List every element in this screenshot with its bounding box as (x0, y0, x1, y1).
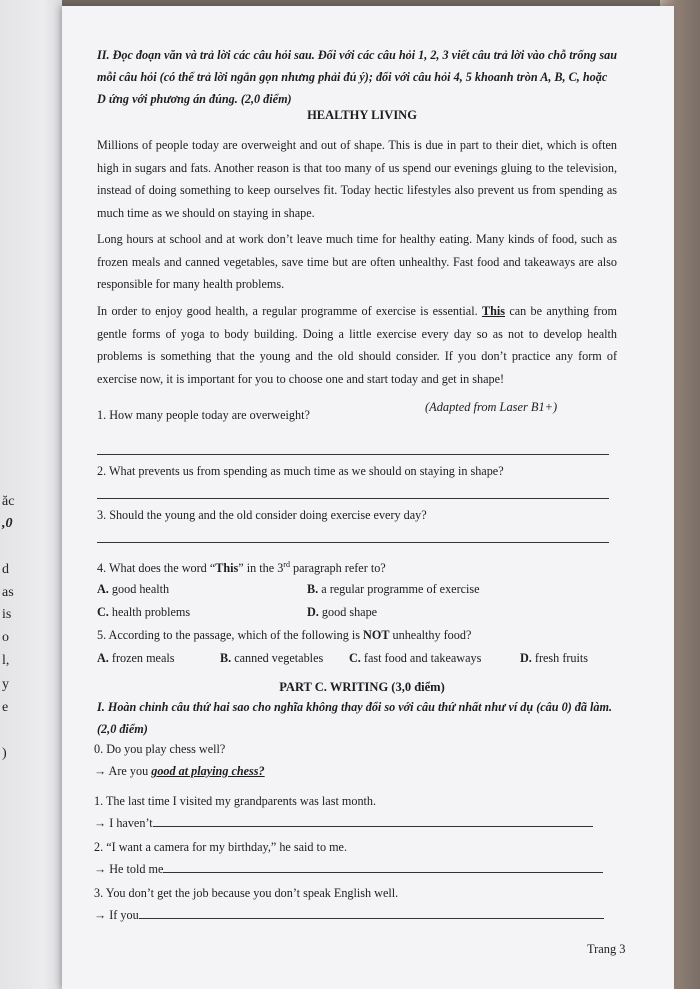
question-2: 2. What prevents us from spending as much time as we should on staying in shape? (97, 464, 504, 478)
q4-word: This (215, 561, 239, 576)
option-letter: D. (520, 651, 532, 665)
part-c-title: PART C. WRITING (3,0 điểm) (279, 680, 445, 694)
option-text: health problems (111, 605, 191, 619)
paragraph-1: Millions of people today are overweight and out of shape. This is due in part to their diet, which is often high in sugars and fats. Another reason is that too many of us spend our evenings gluing to the television, instead of doing something to keep ourselves fit. Today hectic lifestyles also prevent us from spending as much time as we should on staying in shape. (97, 138, 617, 220)
paragraph-3 (97, 300, 617, 390)
option-text: canned vegetables (234, 651, 324, 665)
writing-item-1-question: 1. The last time I visited my grandparents was last month. (94, 794, 377, 808)
option-letter: C. (97, 605, 109, 619)
part-c-instruction: I. Hoàn chỉnh câu thứ hai sao cho nghĩa không thay đổi so với câu thứ nhất như ví dụ (câu 0) đã làm. (2,0 điểm) (97, 700, 613, 736)
margin-fragment: e (2, 700, 9, 715)
question-3: 3. Should the young and the old consider doing exercise every day? (97, 508, 427, 522)
paragraph-3-start: In order to enjoy good health, a regular programme of exercise is essential. (97, 304, 478, 318)
example-answer: good at playing chess? (151, 764, 265, 778)
adjacent-page-edge (0, 0, 62, 989)
margin-fragment: o (2, 630, 9, 645)
q5-option-c[interactable] (349, 651, 481, 666)
margin-fragment: ,0 (2, 516, 13, 531)
question-5 (97, 628, 471, 643)
page-number: Trang 3 (587, 942, 626, 956)
question-1: 1. How many people today are overweight? (97, 408, 310, 422)
source-citation: (Adapted from Laser B1+) (425, 400, 558, 414)
q4-option-d[interactable] (307, 605, 377, 620)
answer-blank[interactable] (153, 826, 593, 827)
item-stem: → If you (94, 908, 139, 922)
item-stem: → He told me (94, 862, 164, 876)
q4-option-b[interactable] (307, 582, 480, 597)
q5-option-b[interactable] (220, 651, 323, 666)
writing-item-3-question: 3. You don’t get the job because you don’t speak English well. (94, 886, 399, 900)
q5-option-a[interactable] (97, 651, 175, 666)
writing-item-3-answer[interactable] (94, 908, 604, 923)
q4-prefix: 4. What does the word “ (97, 561, 216, 576)
margin-fragment: y (2, 677, 9, 692)
q4-sup: rd (283, 560, 290, 569)
option-letter: C. (349, 651, 361, 665)
writing-item-2-question: 2. “I want a camera for my birthday,” he said to me. (94, 840, 348, 854)
option-text: good health (111, 582, 170, 596)
margin-fragment: is (2, 607, 12, 622)
option-letter: B. (220, 651, 232, 665)
option-letter: B. (307, 582, 319, 596)
option-text: a regular programme of exercise (321, 582, 480, 596)
writing-item-1-answer[interactable] (94, 816, 593, 831)
keyword-this: This (481, 304, 505, 318)
item-stem: → I haven’t (94, 816, 153, 830)
paragraph-2: Long hours at school and at work don’t leave much time for healthy eating. Many kinds of food, such as frozen meals and canned vegetables, save time but are often unhealthy. Fast food and takeaways are also responsible for many health problems. (97, 232, 617, 291)
section2-instruction: II. Đọc đoạn văn và trả lời các câu hỏi sau. Đối với các câu hỏi 1, 2, 3 viết câu trả lời vào chỗ trống sau mỗi câu hỏi (có thể trả lời ngắn gọn nhưng phải đủ ý); đối với câu hỏi 4, 5 khoanh tròn A, B, C, hoặc D ứng với phương án đúng. (2,0 điểm) (97, 48, 617, 106)
answer-line-1[interactable] (97, 454, 609, 455)
margin-fragment: as (2, 585, 14, 600)
example-arrow: → Are you (94, 764, 152, 778)
q5-option-d[interactable] (520, 651, 588, 666)
q4-option-c[interactable] (97, 605, 190, 620)
passage-title: HEALTHY LIVING (307, 108, 417, 122)
margin-fragment: ăc (2, 494, 15, 509)
example-question: 0. Do you play chess well? (94, 742, 226, 756)
q4-option-a[interactable] (97, 582, 169, 597)
margin-fragment: d (2, 562, 9, 577)
margin-fragment: ) (2, 746, 7, 761)
paragraph-3-end: can be anything from gentle forms of yoga to body building. Doing a little exercise every day so as not to develop health problems is something that the young and the old should consider. If you don’t practice any form of exercise now, it is important for you to choose one and start today and get in shape! (97, 304, 617, 386)
option-text: frozen meals (111, 651, 175, 665)
q5-prefix: 5. According to the passage, which of the following is (97, 628, 364, 642)
exam-page (62, 6, 674, 989)
option-letter: A. (97, 651, 109, 665)
writing-item-2-answer[interactable] (94, 862, 603, 877)
example-answer-line (94, 764, 265, 779)
answer-blank[interactable] (139, 918, 604, 919)
question-4 (97, 560, 386, 576)
margin-fragment: l, (2, 653, 10, 668)
answer-blank[interactable] (163, 872, 603, 873)
option-text: fast food and takeaways (363, 651, 482, 665)
q4-suffix: paragraph refer to? (289, 561, 386, 576)
option-text: fresh fruits (534, 651, 589, 665)
q4-middle: ” in the 3 (238, 561, 284, 576)
q5-suffix: unhealthy food? (389, 628, 472, 642)
option-letter: D. (307, 605, 319, 619)
option-text: good shape (321, 605, 378, 619)
q5-not: NOT (363, 628, 390, 642)
answer-line-2[interactable] (97, 498, 609, 499)
answer-line-3[interactable] (97, 542, 609, 543)
option-letter: A. (97, 582, 109, 596)
